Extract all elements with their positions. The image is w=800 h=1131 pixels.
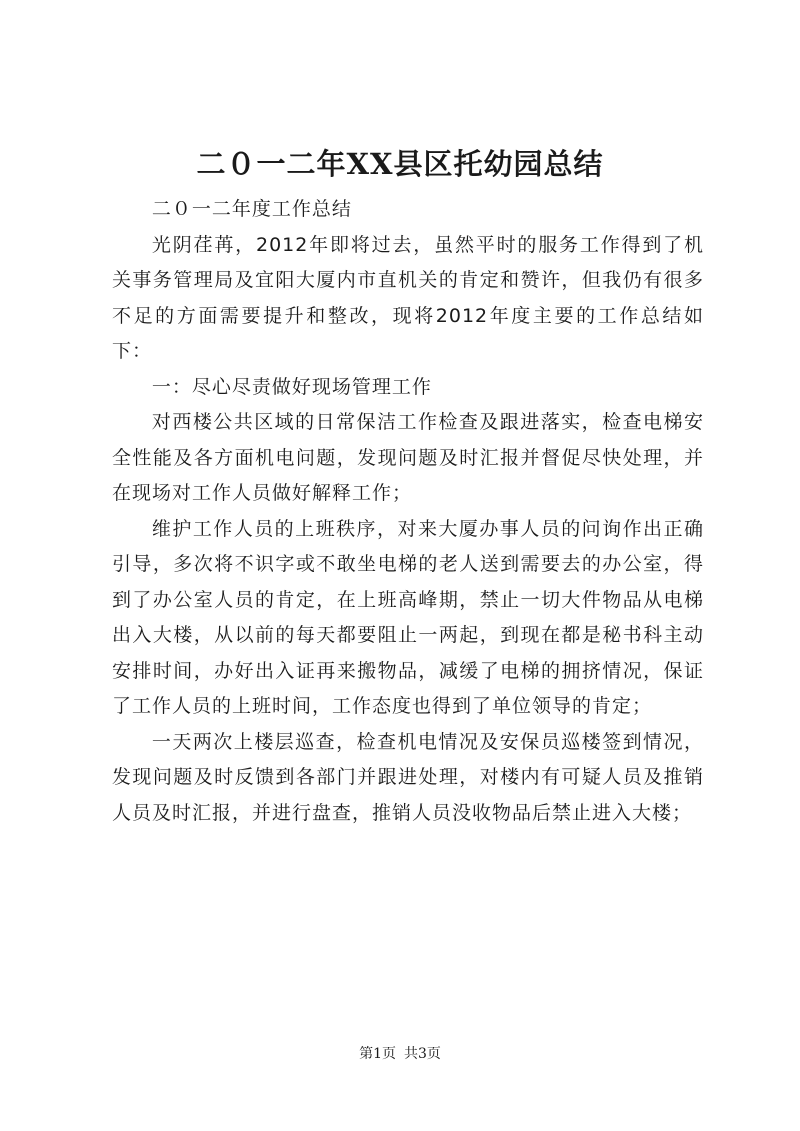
page-footer bbox=[0, 1044, 800, 1064]
paragraph-subtitle: 二０一二年度工作总结 bbox=[151, 198, 352, 220]
page-total: 共3页 bbox=[404, 1046, 441, 1062]
paragraph: 维护工作人员的上班秩序，对来大厦办事人员的问询作出正确引导，多次将不识字或不敢坐电梯的老人送到需要去的办公室，得到了办公室人员的肯定，在上班高峰期，禁止一切大件物品从电梯出入大楼，从以前的每天都要阻止一两起，到现在都是秘书科主动安排时间，办好出入证再来搬物品，减缓了电梯的拥挤情况，保证了工作人员的上班时间，工作态度也得到了单位领导的肯定； bbox=[112, 517, 704, 717]
section-heading: 一：尽心尽责做好现场管理工作 bbox=[151, 375, 432, 398]
paragraph: 一天两次上楼层巡查，检查机电情况及安保员巡楼签到情况，发现问题及时反馈到各部门并跟进处理，对楼内有可疑人员及推销人员及时汇报，并进行盘查，推销人员没收物品后禁止进入大楼； bbox=[112, 730, 704, 824]
paragraph-intro: 光阴荏苒，2012年即将过去，虽然平时的服务工作得到了机关事务管理局及宜阳大厦内市直机关的肯定和赞许，但我仍有很多不足的方面需要提升和整改，现将2012年度主要的工作总结如下： bbox=[112, 233, 704, 362]
document-body bbox=[112, 192, 704, 831]
page-number: 第1页 bbox=[359, 1046, 396, 1062]
paragraph: 对西楼公共区域的日常保洁工作检查及跟进落实，检查电梯安全性能及各方面机电问题，发现问题及时汇报并督促尽快处理，并在现场对工作人员做好解释工作； bbox=[112, 411, 704, 504]
page-title: 二０一二年XX县区托幼园总结 bbox=[196, 147, 604, 181]
